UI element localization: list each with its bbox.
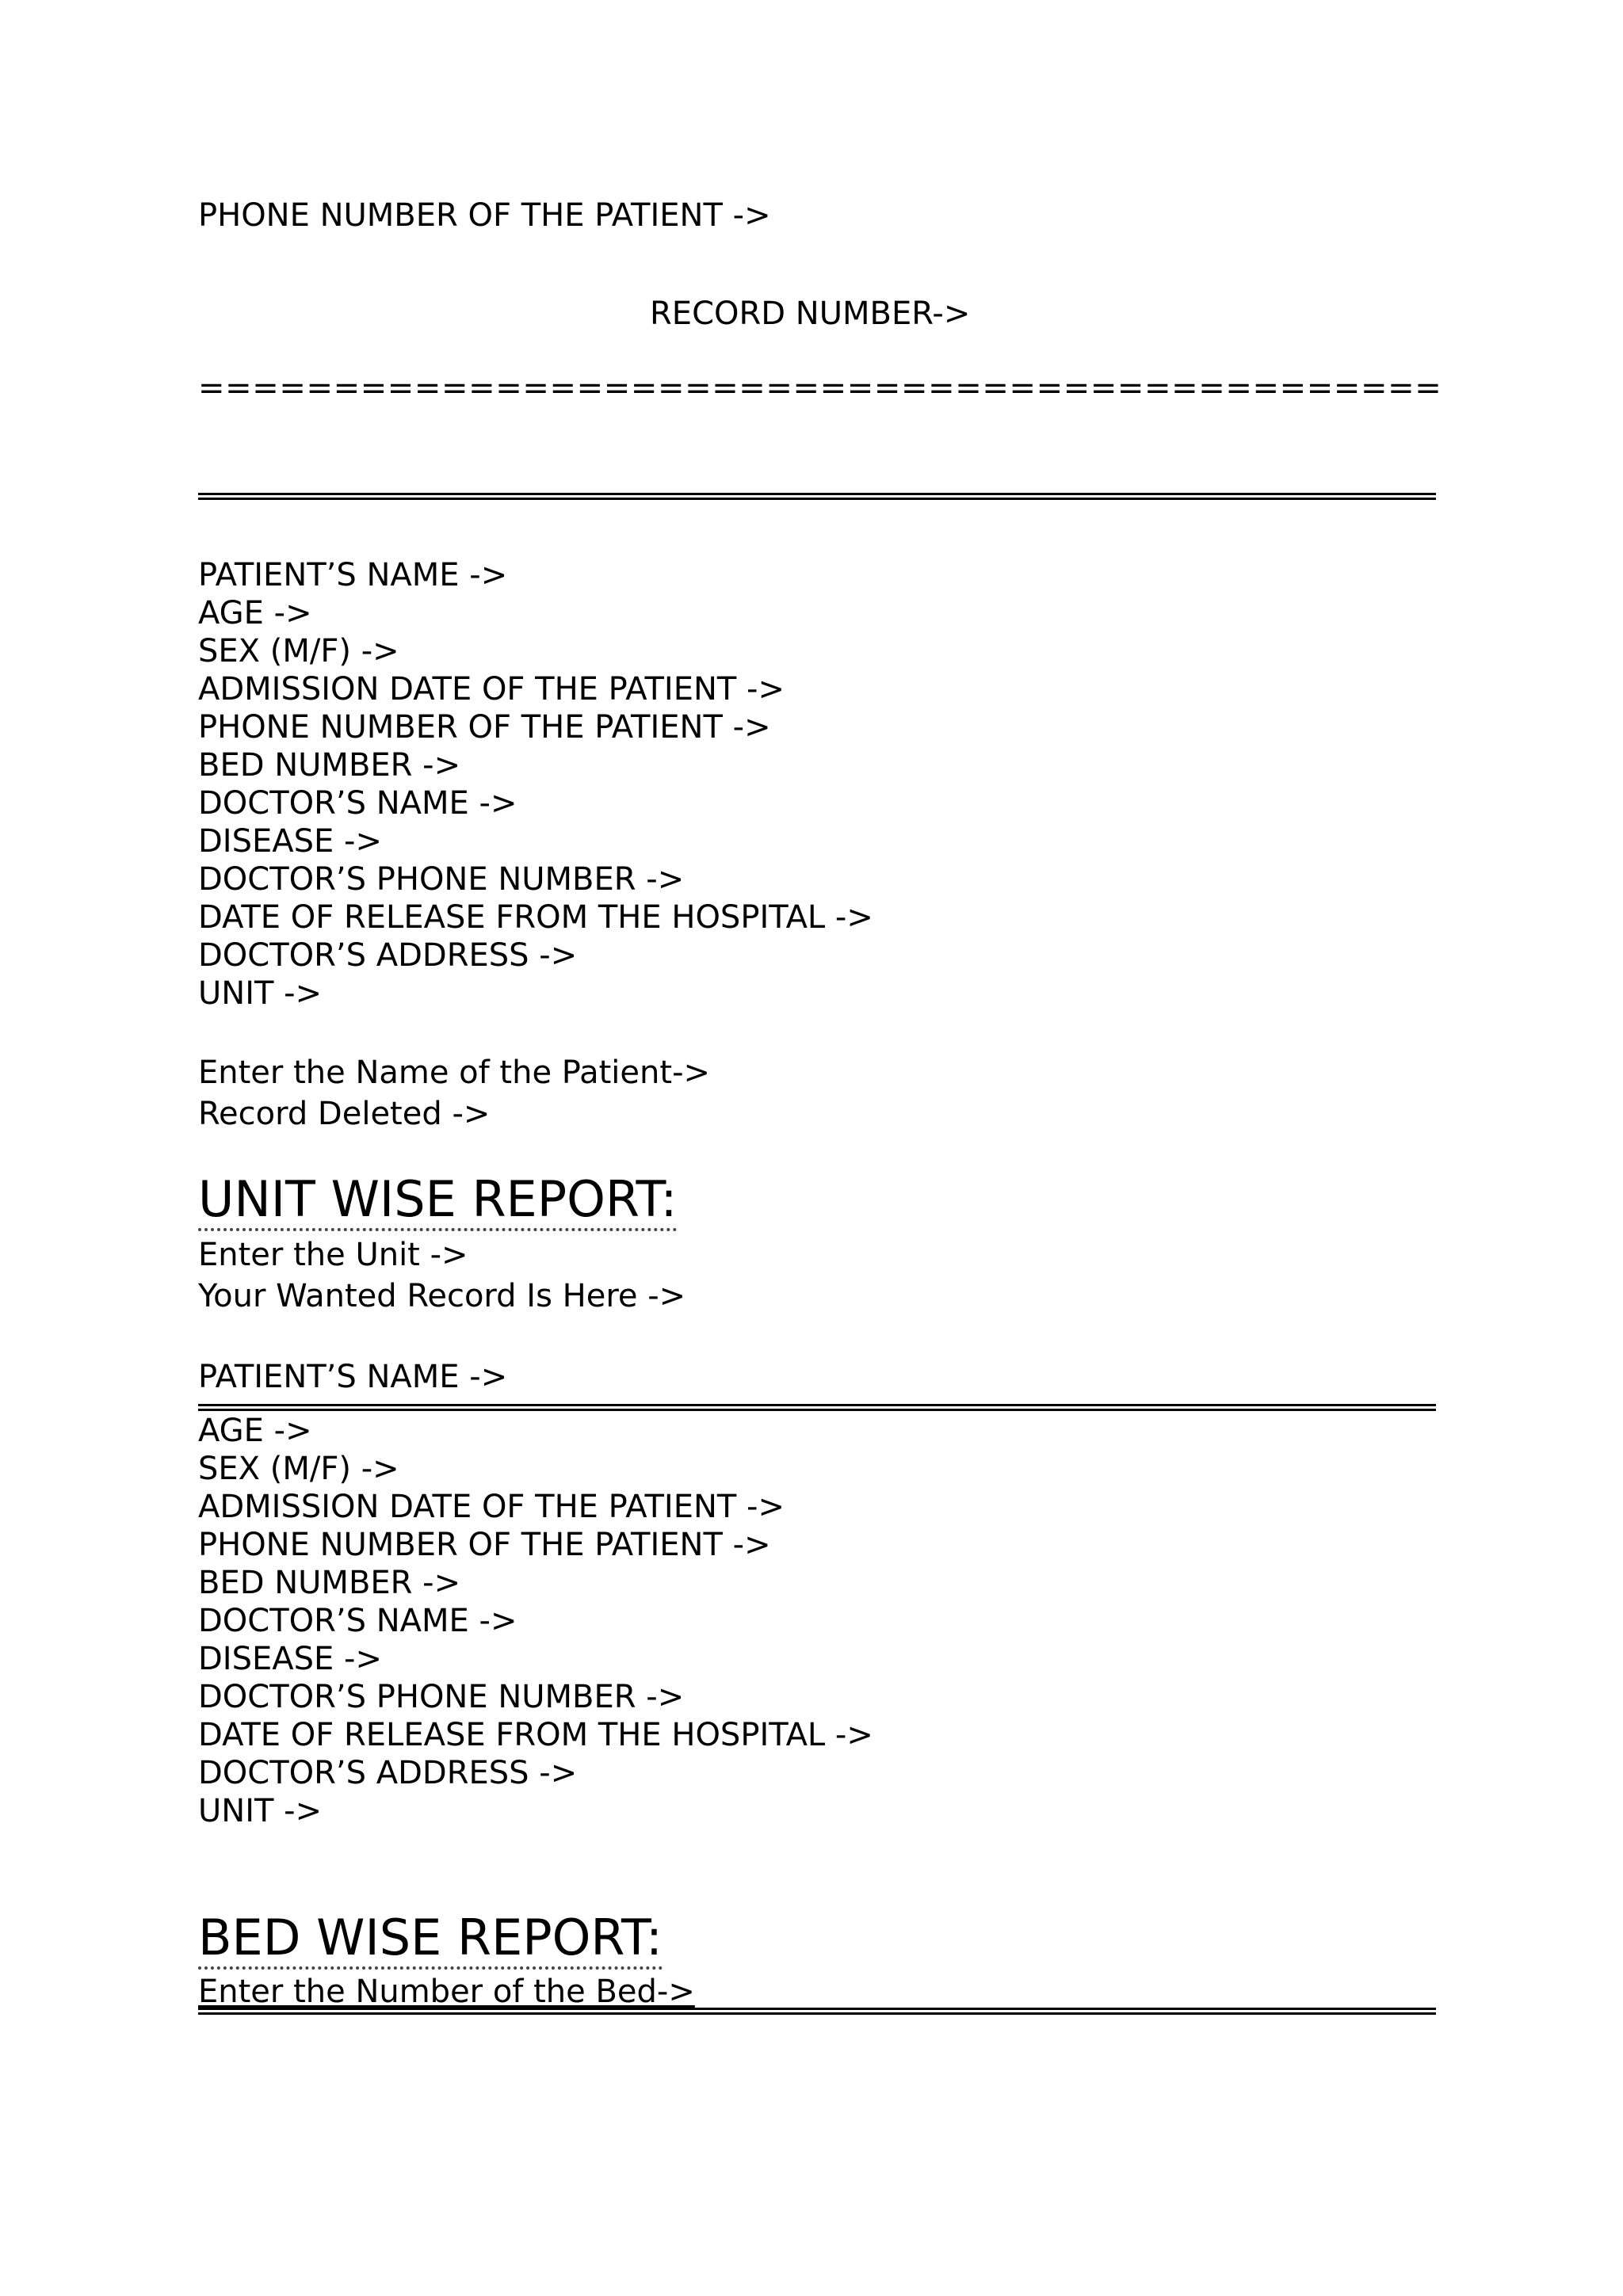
field-doctor-phone: DOCTOR’S PHONE NUMBER -> bbox=[198, 861, 685, 898]
field-patient-name: PATIENT’S NAME -> bbox=[198, 1359, 508, 1395]
field-disease: DISEASE -> bbox=[198, 1641, 382, 1677]
enter-patient-name-prompt: Enter the Name of the Patient-> bbox=[198, 1055, 711, 1091]
field-phone-number: PHONE NUMBER OF THE PATIENT -> bbox=[198, 1527, 771, 1563]
field-sex: SEX (M/F) -> bbox=[198, 1451, 399, 1487]
field-age: AGE -> bbox=[198, 595, 312, 631]
field-unit: UNIT -> bbox=[198, 1793, 323, 1829]
double-rule-3 bbox=[198, 2008, 1436, 2015]
field-doctor-name: DOCTOR’S NAME -> bbox=[198, 1603, 517, 1639]
field-doctor-name: DOCTOR’S NAME -> bbox=[198, 785, 517, 822]
field-doctor-address: DOCTOR’S ADDRESS -> bbox=[198, 937, 578, 974]
unit-wise-report-heading: UNIT WISE REPORT: bbox=[198, 1171, 677, 1231]
field-age: AGE -> bbox=[198, 1413, 312, 1449]
field-doctor-phone: DOCTOR’S PHONE NUMBER -> bbox=[198, 1679, 685, 1715]
field-bed-number: BED NUMBER -> bbox=[198, 747, 461, 784]
field-unit: UNIT -> bbox=[198, 975, 323, 1012]
double-rule-2 bbox=[198, 1404, 1436, 1411]
phone-number-line: PHONE NUMBER OF THE PATIENT -> bbox=[198, 197, 771, 234]
record-deleted-text: Record Deleted -> bbox=[198, 1096, 491, 1132]
field-bed-number: BED NUMBER -> bbox=[198, 1565, 461, 1601]
enter-bed-number-prompt: Enter the Number of the Bed-> bbox=[198, 1974, 695, 2010]
record-number-line: RECORD NUMBER-> bbox=[650, 296, 971, 332]
equals-rule: ============================================== bbox=[198, 370, 1442, 406]
field-release-date: DATE OF RELEASE FROM THE HOSPITAL -> bbox=[198, 899, 873, 936]
field-doctor-address: DOCTOR’S ADDRESS -> bbox=[198, 1755, 578, 1791]
field-phone-number: PHONE NUMBER OF THE PATIENT -> bbox=[198, 709, 771, 746]
double-rule-1 bbox=[198, 493, 1436, 500]
field-admission-date: ADMISSION DATE OF THE PATIENT -> bbox=[198, 1489, 785, 1525]
field-release-date: DATE OF RELEASE FROM THE HOSPITAL -> bbox=[198, 1717, 873, 1753]
field-admission-date: ADMISSION DATE OF THE PATIENT -> bbox=[198, 671, 785, 707]
enter-unit-prompt: Enter the Unit -> bbox=[198, 1237, 468, 1273]
field-sex: SEX (M/F) -> bbox=[198, 633, 399, 669]
wanted-record-text: Your Wanted Record Is Here -> bbox=[198, 1278, 686, 1314]
field-disease: DISEASE -> bbox=[198, 823, 382, 860]
bed-wise-report-heading: BED WISE REPORT: bbox=[198, 1909, 663, 1970]
field-patient-name: PATIENT’S NAME -> bbox=[198, 557, 508, 593]
